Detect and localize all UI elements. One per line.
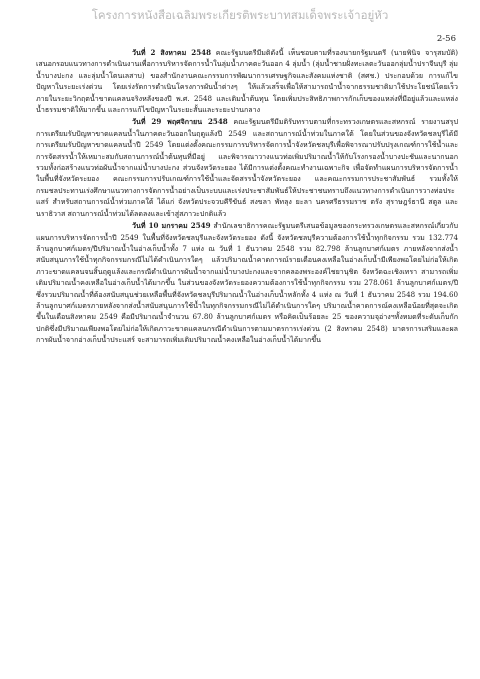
date-lead: วันที่ 29 พฤศจิกายน 2548 xyxy=(132,117,228,127)
date-lead: วันที่ 2 สิงหาคม 2548 xyxy=(132,48,212,57)
date-lead: วันที่ 10 มกราคม 2549 xyxy=(132,221,211,231)
document-body xyxy=(36,47,458,346)
paragraph-text: สำนักเลขาธิการคณะรัฐมนตรีเสนอข้อมูลของกระทรวงเกษตรและสหกรณ์เกี่ยวกับแผนการบริหารจัดการน้ำปี 2549 ในพื้นที่จังหวัดชลบุรีและจังหวัดระยอง ดังนี้ จังหวัดชลบุรีความต้องการใช้น้ำทุกกิจกรรม รวม 132.774 ล้านลูกบาศก์เมตร/ปีปริมาณน้ำในอ่างเก็บน้ำทั้ง 7 แห่ง ณ วันที่ 1 ธันวาคม 2548 รวม 82.798 ล้านลูกบาศก์เมตร ภายหลังจากส่งน้ำสนับสนุนการใช้น้ำทุกกิจกรรมกรณีไม่ได้ดำเนินการใดๆ แล้วปริมาณน้ำคาดการณ์รายเดือนคงเหลือในอ่างเก็บน้ำมีเพียงพอโดยไม่ก่อให้เกิดภาวะขาดแคลนจนสิ้นฤดูแล้งและกรณีดำเนินการผันน้ำจากแม่น้ำบางปะกงและจากคลองพระองค์ไชยานุชิต จังหวัดฉะเชิงเทรา สามารถเพิ่มเติมปริมาณน้ำคงเหลือในอ่างเก็บน้ำได้มากขึ้น ในส่วนของจังหวัดระยองความต้องการใช้น้ำทุกกิจกรรม รวม 278.061 ล้านลูกบาศก์เมตร/ปี ซึ่งรวมปริมาณน้ำที่ต้องสนับสนุนช่วยเหลือพื้นที่จังหวัดชลบุรีปริมาณน้ำในอ่างเก็บน้ำหลักทั้ง 4 แห่ง ณ วันที่ 1 ธันวาคม 2548 รวม 194.60 ล้านลูกบาศก์เมตรภายหลังจากส่งน้ำสนับสนุนการใช้น้ำในทุกกิจกรรมกรณีไม่ได้ดำเนินการใดๆ ปริมาณน้ำคาดการณ์คงเหลือน้อยที่สุดจะเกิดขึ้นในเดือนสิงหาคม 2549 คือมีปริมาณน้ำจำนวน 67.80 ล้านลูกบาศก์เมตร หรือคิดเป็นร้อยละ 25 ของความจุอ่างฯทั้งหมดที่ระดับเก็บกักปกติซึ่งมีปริมาณเพียงพอโดยไม่ก่อให้เกิดภาวะขาดแคลนกรณีดำเนินการตามมาตรการเร่งด่วน (2 สิงหาคม 2548) มาตรการเสริมและผลการผันน้ำจากอ่างเก็บน้ำประแสร์ จะสามารถเพิ่มเติมปริมาณน้ำคงเหลือในอ่างเก็บน้ำได้มากขึ้น xyxy=(36,221,458,345)
paragraph-2-aug-2548 xyxy=(36,47,458,115)
paragraph-text: คณะรัฐมนตรีมีมติรับทราบตามที่กระทรวงเกษตรและสหกรณ์ รายงานสรุปการเตรียมรับปัญหาขาดแคลนน้ำในภาคตะวันออกในฤดูแล้งปี 2549 และสถานการณ์น้ำท่วมในภาคใต้ โดยในส่วนของจังหวัดชลบุรีได้มีการเตรียมรับปัญหาขาดแคลนน้ำปี 2549 โดยแต่งตั้งคณะกรรมการบริหารจัดการน้ำจังหวัดชลบุรีเพื่อพิจารณาปรับปรุงเกณฑ์การใช้น้ำและการจัดสรรน้ำให้เหมาะสมกับสถานการณ์น้ำต้นทุนที่มีอยู่ และพิจารณาวางแนวท่อเพิ่มปริมาณน้ำให้กับโรงกรองน้ำบางปะชันและนากนอก รวมทั้งก่อสร้างแนวท่อผันน้ำจากแม่น้ำบางปะกง ส่วนจังหวัดระยอง ได้มีการแต่งตั้งคณะทำงานเฉพาะกิจ เพื่อจัดทำแผนการบริหารจัดการน้ำในพื้นที่จังหวัดระยอง คณะกรรมการปรับเกณฑ์การใช้น้ำและจัดสรรน้ำจังหวัดระยอง และคณะกรรมการประชาสัมพันธ์ รวมทั้งให้กรมชลประทานเร่งศึกษาแนวทางการจัดการน้ำอย่างเป็นระบบและเร่งประชาสัมพันธ์ให้ประชาชนทราบถึงแนวทางการดำเนินการวางท่อประแสร์ สำหรับสถานการณ์น้ำท่วมภาคใต้ ได้แก่ จังหวัดประจวบคีรีขันธ์ สงขลา พัทลุง ยะลา นครศรีธรรมราช ตรัง สุราษฎร์ธานี สตูล และนราธิวาส สถานการณ์น้ำท่วมได้ลดลงและเข้าสู่สภาวะปกติแล้ว xyxy=(36,117,458,218)
paragraph-29-nov-2548 xyxy=(36,116,458,219)
page-number: 2-56 xyxy=(436,34,456,44)
paragraph-10-jan-2549 xyxy=(36,220,458,345)
running-header: โครงการหนังสือเฉลิมพระเกียรติพระบาทสมเด็จพระเจ้าอยู่หัว xyxy=(91,8,389,22)
paragraph-text: คณะรัฐมนตรีมีมติดังนี้ เห็นชอบตามที่รองนายกรัฐมนตรี (นายพินิจ จารุสมบัติ) เสนอกรอบแนวทางการดำเนินงานเพื่อการบริหารจัดการน้ำในลุ่มน้ำภาคตะวันออก 4 ลุ่มน้ำ (ลุ่มน้ำชายฝั่งทะเลตะวันออกลุ่มน้ำปราจีนบุรี ลุ่มน้ำบางปะกง และลุ่มน้ำโตนเลสาบ) ของสำนักงานคณะกรรมการพัฒนาการเศรษฐกิจและสังคมแห่งชาติ (สศช.) ประกอบด้วย การแก้ไขปัญหาในระยะเร่งด่วน โดยเร่งรัดการดำเนินโครงการผันน้ำต่างๆ ให้แล้วเสร็จเพื่อให้สามารถนำน้ำจากธรรมชาติมาใช้ประโยชน์โดยเร็วภายในระยะวิกฤตน้ำขาดแคลนจริงหลังของปี พ.ศ. 2548 และเติมน้ำต้นทุน โดยเพิ่มประสิทธิภาพการกักเก็บของแหล่งที่มีอยู่แล้วและแหล่งน้ำธรรมชาติให้มากขึ้น และการแก้ไขปัญหาในระยะสั้นและระยะปานกลาง xyxy=(36,48,458,115)
